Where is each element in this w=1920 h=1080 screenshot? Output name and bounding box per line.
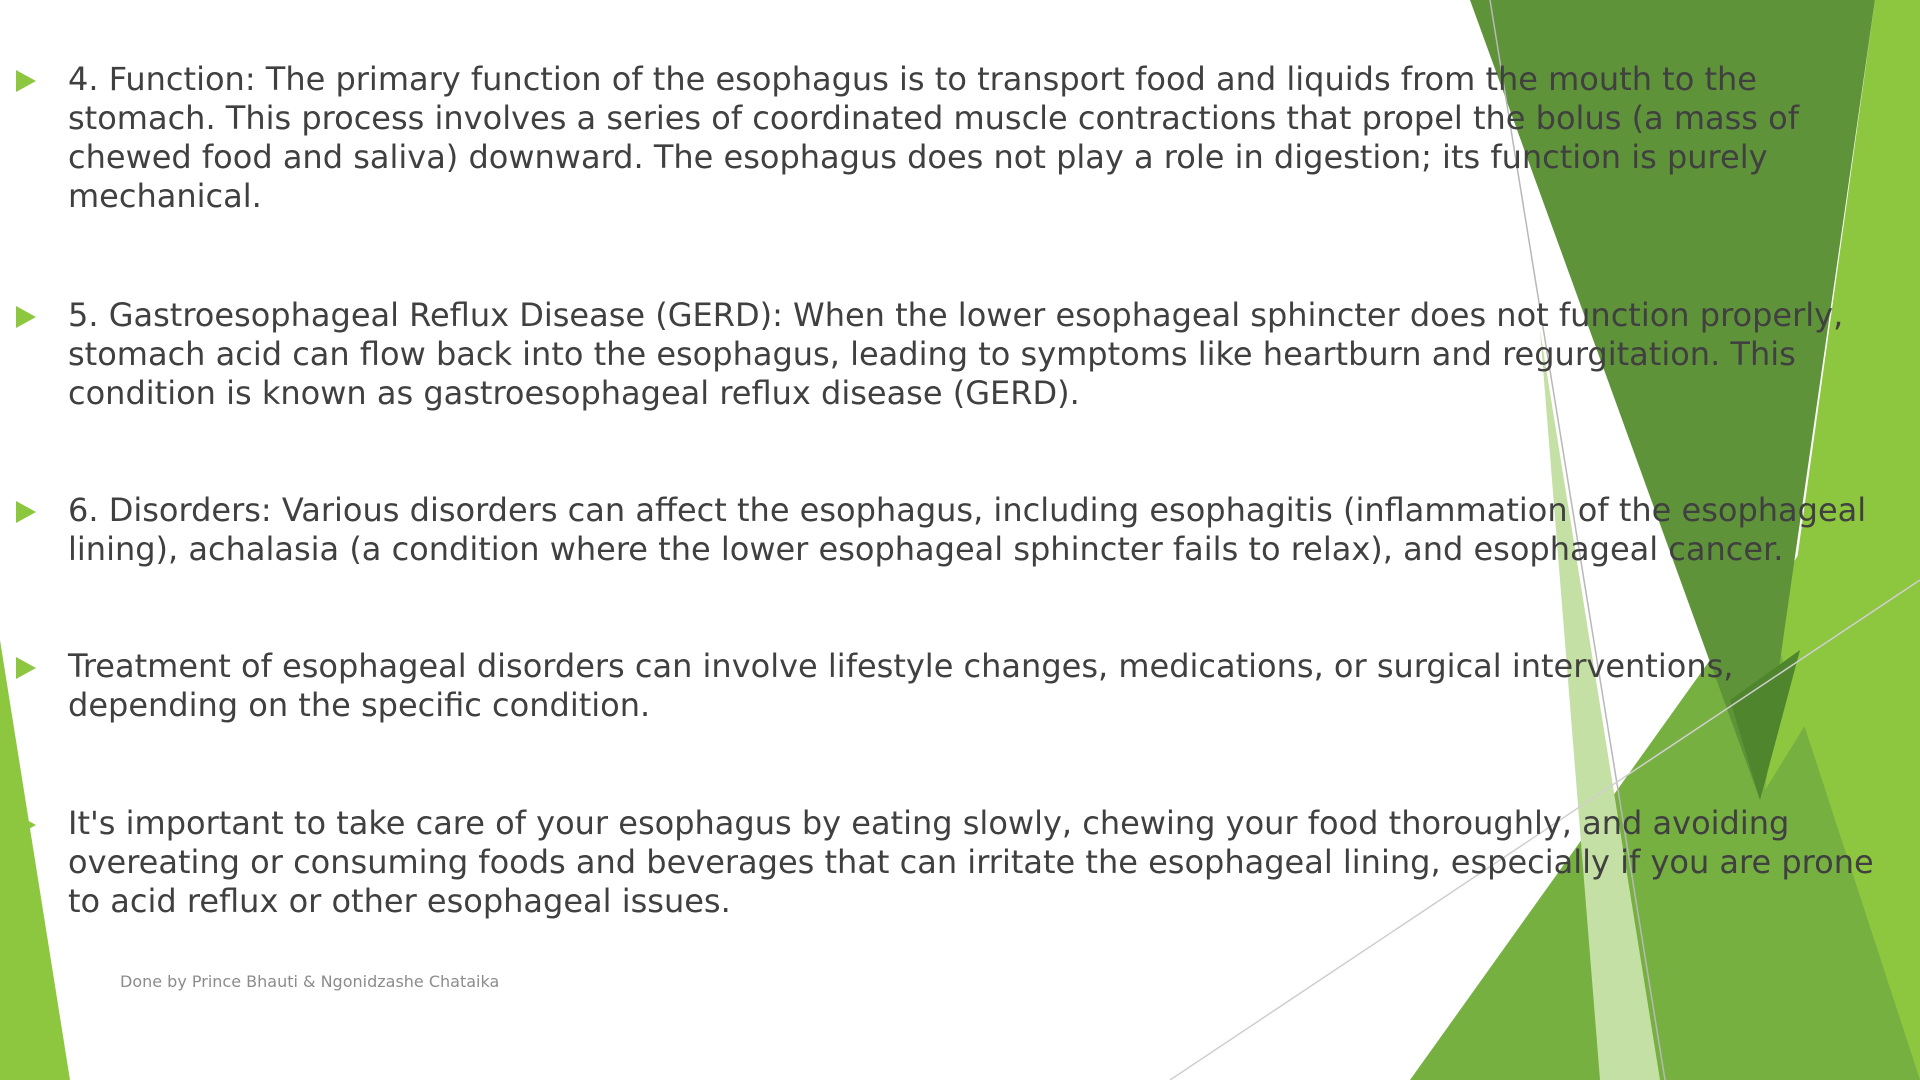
- bullet-arrow-icon: [16, 306, 36, 328]
- bullet-arrow-icon: [16, 70, 36, 92]
- bullet-treatment: Treatment of esophageal disorders can involve lifestyle changes, medications, or surgical interventions, depending on the specific condition.: [68, 647, 1734, 724]
- bullet-function: 4. Function: The primary function of the esophagus is to transport food and liquids from the mouth to the stomach. This process involves a series of coordinated muscle contractions that propel the bolus (a mass of chewed food and saliva) downward. The esophagus does not play a role in digestion; its function is purely mechanical.: [68, 60, 1799, 215]
- bullet-disorders: 6. Disorders: Various disorders can affect the esophagus, including esophagitis (inflammation of the esophageal lining), achalasia (a condition where the lower esophageal sphincter fails to relax), and esophageal cancer.: [68, 491, 1867, 568]
- bullet-gerd: 5. Gastroesophageal Reflux Disease (GERD): When the lower esophageal sphincter does not function properly, stomach acid can flow back into the esophagus, leading to symptoms like heartburn and regurgitation. This condition is known as gastroesophageal reflux disease (GERD).: [68, 296, 1844, 412]
- footer-credit: Done by Prince Bhauti & Ngonidzashe Chataika: [120, 972, 500, 991]
- bullet-care-tips: It's important to take care of your esophagus by eating slowly, chewing your food thoroughly, and avoiding overeating or consuming foods and beverages that can irritate the esophageal lining, especially if you are prone to acid reflux or other esophageal issues.: [68, 804, 1874, 920]
- bullet-arrow-icon: [16, 501, 36, 523]
- bullet-arrow-icon: [16, 657, 36, 679]
- bullet-arrow-icon: [16, 814, 36, 836]
